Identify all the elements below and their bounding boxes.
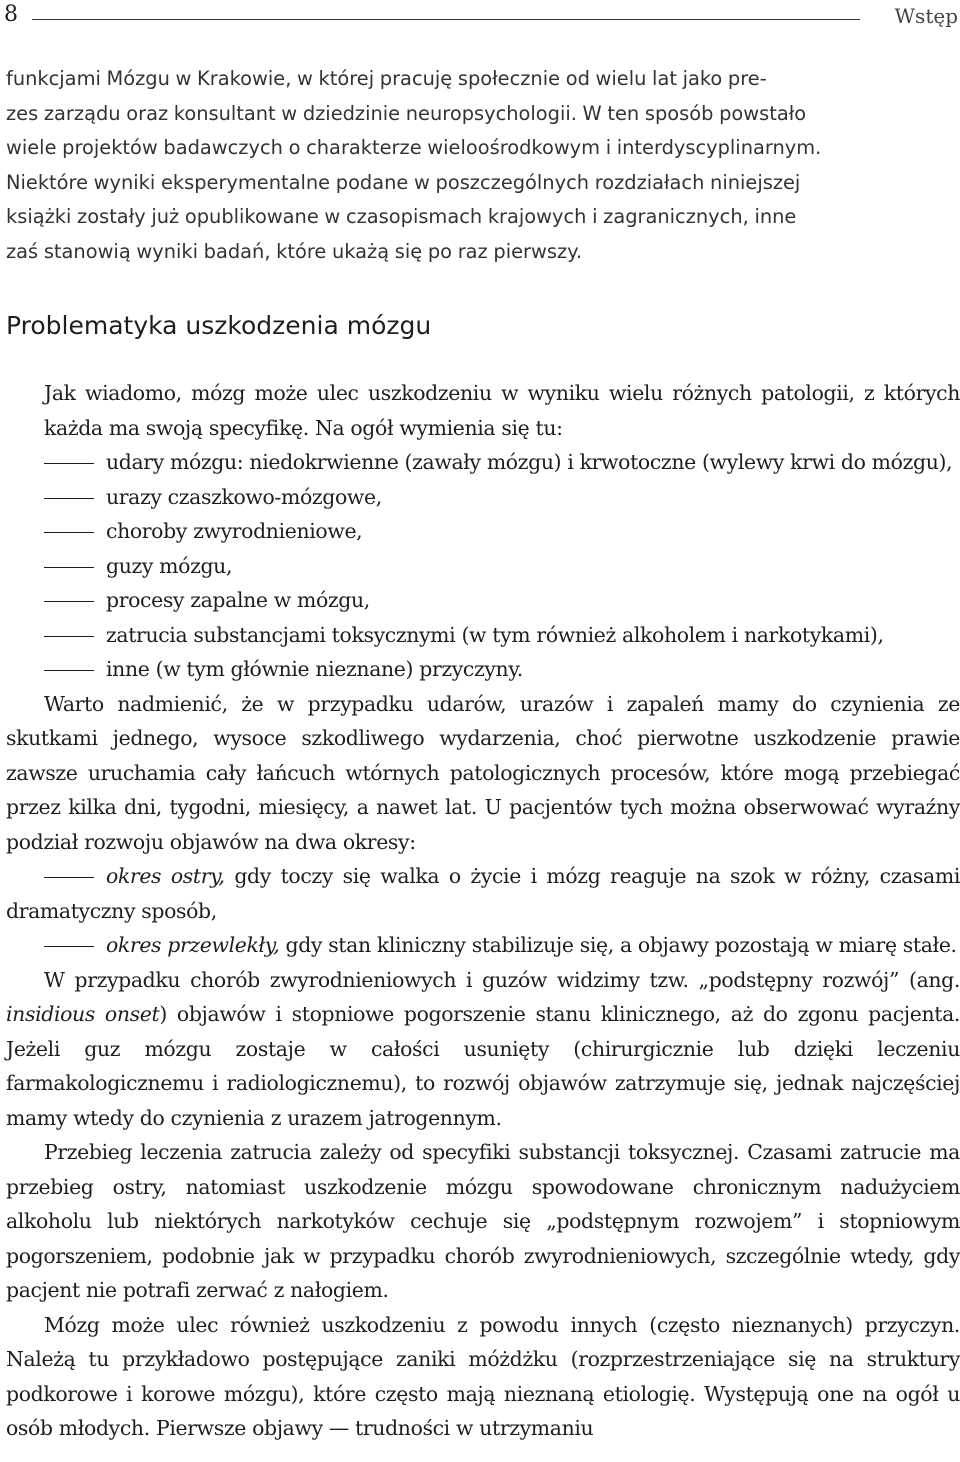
text-run: ) objawów i stopniowe pogorszenie stanu klinicznego, aż do zgonu pacjenta. Jeżeli guz mózgu zostaje w całości usunięty (chirurgicznie lub dzięki leczeniu farmakologicznemu i radiologicznemu), to rozwój objawów zatrzymuje się, jednak najczęściej mamy wtedy do czynienia z urazem jatrogennym.: [6, 1002, 960, 1130]
em-dash: [44, 636, 94, 637]
page-header: [0, 0, 960, 36]
paragraph-mozg: Mózg może ulec również uszkodzeniu z powodu innych (często nieznanych) przyczyn. Należą tu przykładowo postępujące zaniki móżdżku (rozprzestrzeniające się na struktury podkorowe i korowe mózgu), które często mają nieznaną etiologię. Występują one na ogół u osób młodych. Pierwsze objawy — trudności w utrzymaniu: [6, 1312, 960, 1440]
period-list-item: [6, 859, 960, 928]
paragraph-zwyrodnieniowe: [6, 963, 960, 1136]
intro-line: zaś stanowią wyniki badań, które ukażą się po raz pierwszy.: [6, 239, 582, 263]
intro-line: wiele projektów badawczych o charakterze wieloośrodkowym i interdyscyplinarnym.: [6, 136, 822, 159]
em-dash: [44, 877, 94, 878]
intro-line: Niektóre wyniki eksperymentalne podane w poszczególnych rozdziałach niniejszej: [6, 170, 801, 194]
page-body: [6, 62, 960, 1446]
section-heading: Problematyka uszkodzenia mózgu: [6, 311, 432, 340]
section-intro-paragraph: Jak wiadomo, mózg może ulec uszkodzeniu w wyniku wielu różnych patologii, z których każda ma swoją specyfikę. Na ogół wymienia się tu:: [44, 381, 960, 440]
cause-list-item: [6, 652, 960, 687]
cause-text: procesy zapalne w mózgu,: [106, 588, 370, 612]
em-dash: [44, 946, 94, 947]
cause-text: urazy czaszkowo-mózgowe,: [106, 484, 382, 509]
em-dash: [44, 463, 94, 464]
period-description: gdy stan kliniczny stabilizuje się, a objawy pozostają w miarę stałe.: [279, 933, 957, 957]
header-rule: [32, 19, 860, 20]
text-run: W przypadku chorób zwyrodnieniowych i guzów widzimy tzw. „podstępny rozwój” (ang.: [44, 967, 960, 992]
cause-text: choroby zwyrodnieniowe,: [106, 519, 363, 543]
intro-line: książki zostały już opublikowane w czasopismach krajowych i zagranicznych, inne: [6, 205, 797, 228]
em-dash: [44, 601, 94, 602]
cause-text: guzy mózgu,: [106, 553, 233, 578]
em-dash: [44, 567, 94, 568]
period-term: okres ostry,: [106, 864, 225, 888]
intro-paragraph: [6, 62, 960, 269]
running-head: Wstęp: [894, 4, 958, 28]
cause-list-item: [6, 445, 960, 480]
period-term: okres przewlekły,: [106, 933, 280, 957]
cause-text: inne (w tym głównie nieznane) przyczyny.: [106, 657, 523, 681]
cause-text: udary mózgu: niedokrwienne (zawały mózgu) i krwotoczne (wylewy krwi do mózgu),: [106, 450, 953, 474]
period-description: gdy toczy się walka o życie i mózg reaguje na szok w różny, czasami dramatyczny sposób,: [6, 864, 960, 923]
page-number: 8: [4, 2, 18, 27]
intro-line: zes zarządu oraz konsultant w dziedzinie neuropsychologii. W ten sposób powstało: [6, 101, 807, 125]
em-dash: [44, 498, 94, 499]
cause-list-item: [6, 480, 960, 515]
em-dash: [44, 532, 94, 533]
paragraph-przebieg: Przebieg leczenia zatrucia zależy od specyfiki substancji toksycznej. Czasami zatrucie ma przebieg ostry, natomiast uszkodzenie mózgu spowodowane chronicznym nadużyciem alkoholu lub niektórych narkotyków cechuje się „podstępnym rozwojem” i stopniowym pogorszeniem, podobnie jak w przypadku chorób zwyrodnieniowych, szczególnie wtedy, gdy pacjent nie potrafi zerwać z nałogiem.: [6, 1140, 960, 1302]
paragraph-warto: Warto nadmienić, że w przypadku udarów, urazów i zapaleń mamy do czynienia ze skutkami jednego, wysoce szkodliwego wydarzenia, choć pierwotne uszkodzenie prawie zawsze uruchamia cały łańcuch wtórnych patologicznych procesów, które mogą przebiegać przez kilka dni, tygodni, miesięcy, a nawet lat. U pacjentów tych można obserwować wyraźny podział rozwoju objawów na dwa okresy:: [6, 691, 960, 854]
period-list-item: [6, 928, 960, 963]
cause-text: zatrucia substancjami toksycznymi (w tym również alkoholem i narkotykami),: [106, 622, 884, 647]
intro-line: funkcjami Mózgu w Krakowie, w której pracuję społecznie od wielu lat jako pre-: [6, 67, 767, 90]
cause-list-item: [6, 583, 960, 618]
cause-list-item: [6, 618, 960, 653]
cause-list-item: [6, 514, 960, 549]
em-dash: [44, 670, 94, 671]
english-term: insidious onset: [6, 1002, 160, 1026]
cause-list-item: [6, 549, 960, 584]
